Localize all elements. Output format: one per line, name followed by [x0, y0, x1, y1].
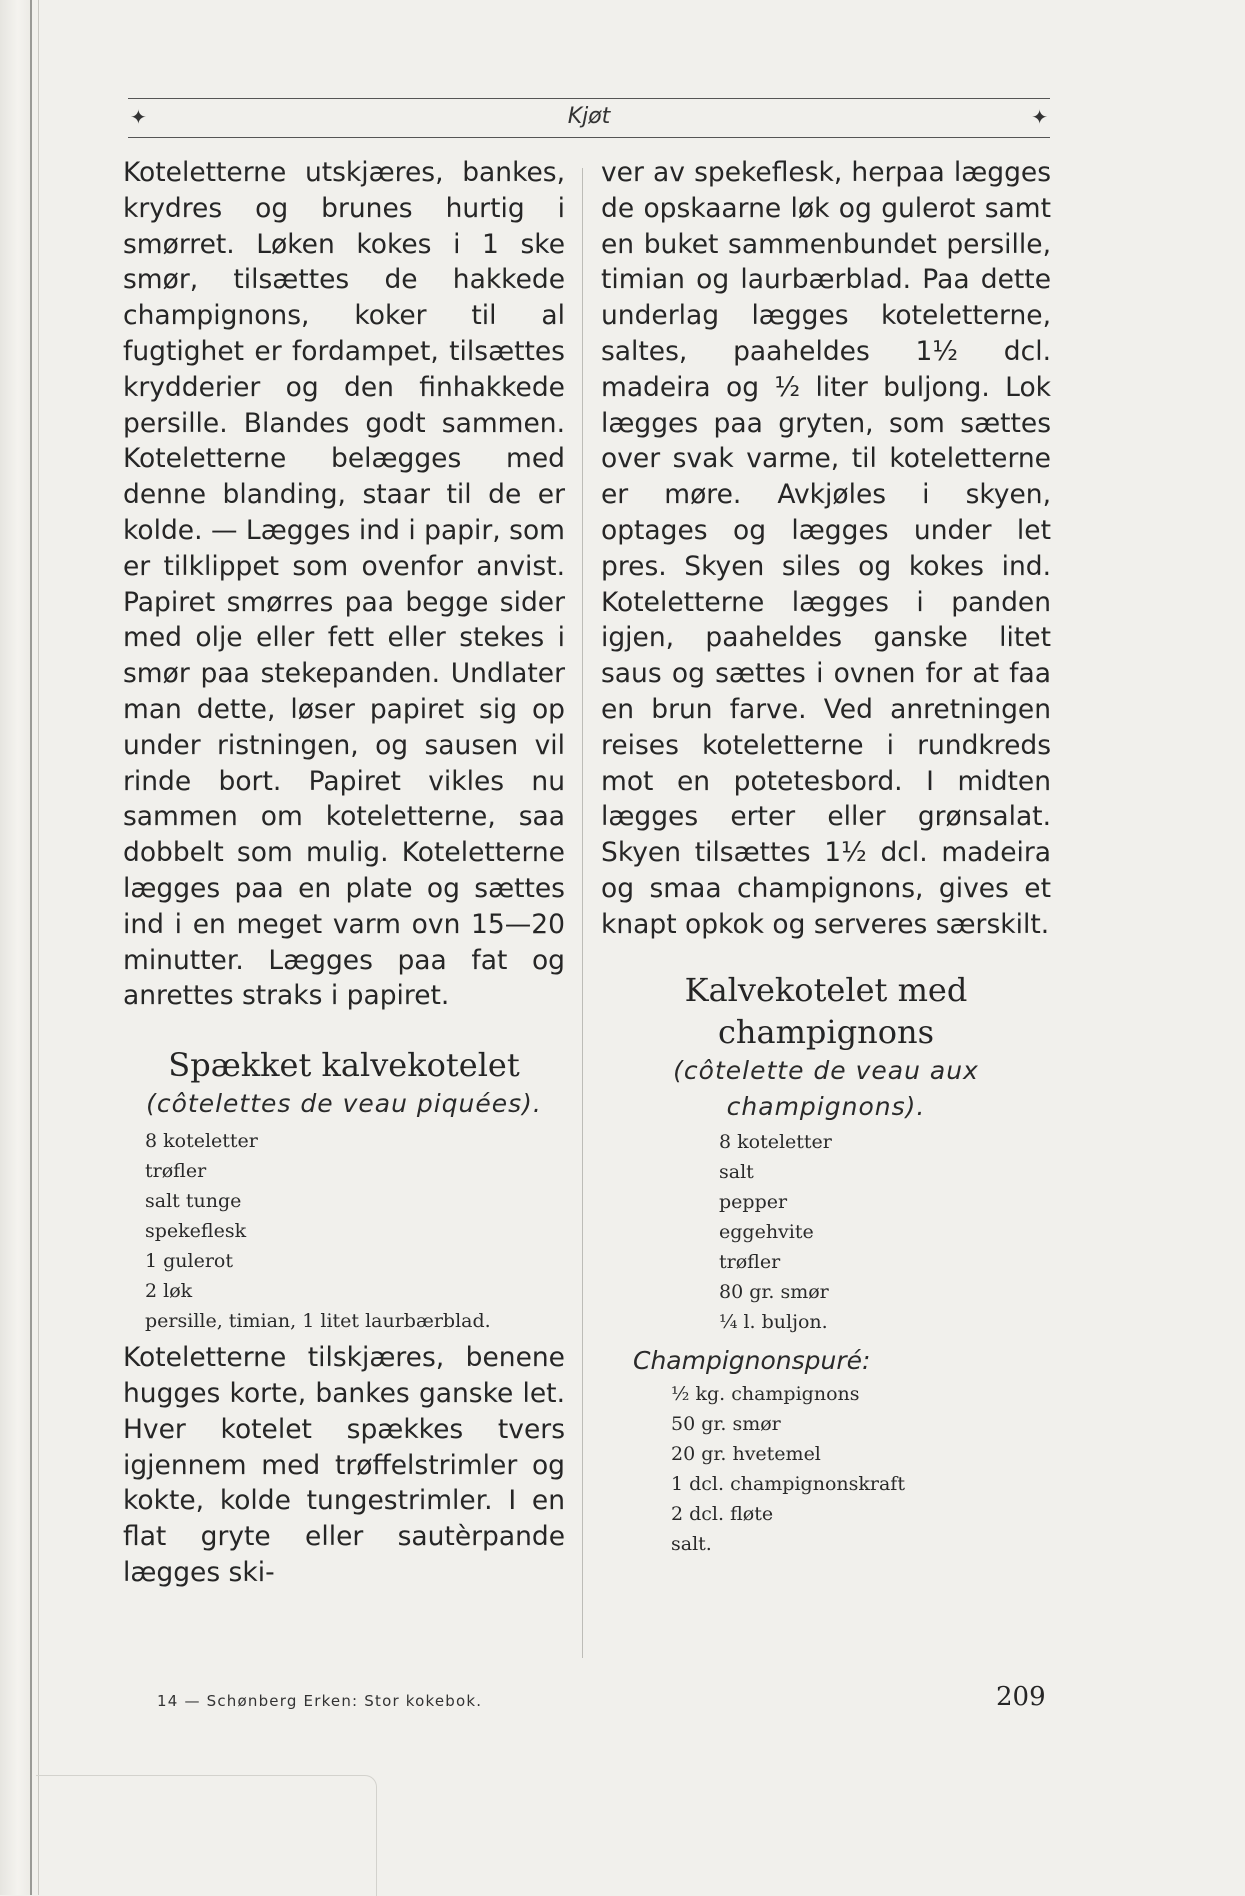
left-column	[123, 155, 565, 1591]
ingredient-item: 1 dcl. champignonskraft	[671, 1472, 905, 1495]
column-divider	[582, 168, 583, 1658]
gutter-line	[38, 0, 39, 1895]
ingredient-list-champignons	[719, 1127, 1051, 1337]
ornament-left-icon: ✦	[130, 105, 147, 129]
footer-signature: 14 — Schønberg Erken: Stor kokebok.	[157, 1692, 483, 1710]
ingredient-item: trøfler	[145, 1160, 207, 1183]
ingredient-item: pepper	[719, 1190, 788, 1213]
book-binding	[0, 0, 32, 1895]
continued-paragraph: ver av spekeflesk, herpaa lægges de opskaarne løk og gulerot samt en buket sammenbundet persille, timian og laurbærblad. Paa dette underlag lægges koteletterne, saltes, paaheldes 1½ dcl. madeira og ½ liter buljong. Lok lægges paa gryten, som sættes over svak varme, til koteletterne er møre. Avkjøles i skyen, optages og lægges under let pres. Skyen siles og kokes ind. Koteletterne lægges i panden igjen, paaheldes ganske litet saus og sættes i ovnen for at faa en brun farve. Ved anretningen reises koteletterne i rundkreds mot en potetesbord. I midten lægges erter eller grønsalat. Skyen tilsættes 1½ dcl. madeira og smaa champignons, gives et knapt opkok og serveres særskilt.	[601, 157, 1051, 940]
ingredient-item: 80 gr. smør	[719, 1280, 829, 1303]
recipe-title-spaekket: Spækket kalvekotelet	[168, 1046, 520, 1085]
ingredient-item: ½ kg. champignons	[671, 1382, 860, 1405]
ingredient-item: 50 gr. smør	[671, 1412, 781, 1435]
ingredient-item: 8 koteletter	[145, 1130, 258, 1153]
ingredient-list-spaekket	[145, 1126, 565, 1336]
ingredient-item: 20 gr. hvetemel	[671, 1442, 821, 1465]
running-header	[128, 98, 1050, 138]
ingredient-item: salt	[719, 1160, 754, 1183]
ingredient-item: spekeflesk	[145, 1220, 247, 1243]
ingredient-item: 8 koteletter	[719, 1130, 832, 1153]
intro-paragraph: Koteletterne utskjæres, bankes, krydres og brunes hurtig i smørret. Løken kokes i 1 ske smør, tilsættes de hakkede champignons, koker til al fugtighet er fordampet, tilsættes krydderier og den finhakkede persille. Blandes godt sammen. Koteletterne belægges med denne blanding, staar til de er kolde. — Lægges ind i papir, som er tilklippet som ovenfor anvist. Papiret smørres paa begge sider med olje eller fett eller stekes i smør paa stekepanden. Undlater man dette, løser papiret sig op under ristningen, og sausen vil rinde bort. Papiret vikles nu sammen om koteletterne, saa dobbelt som mulig. Koteletterne lægges paa en plate og sættes ind i en meget varm ovn 15—20 minutter. Lægges paa fat og anrettes straks i papiret.	[123, 157, 565, 1012]
page-edge-mark	[36, 1775, 377, 1896]
ingredient-item: persille, timian, 1 litet laurbærblad.	[145, 1310, 491, 1333]
ingredient-item: salt tunge	[145, 1190, 242, 1213]
puree-heading: Champignonspuré:	[633, 1345, 871, 1375]
ingredient-item: 2 dcl. fløte	[671, 1502, 774, 1525]
page-number: 209	[996, 1682, 1046, 1712]
ingredient-item: 2 løk	[145, 1280, 193, 1303]
ingredient-item: salt.	[671, 1532, 712, 1555]
ingredient-item: 1 gulerot	[145, 1250, 234, 1273]
recipe-subtitle-spaekket: (côtelettes de veau piquées).	[146, 1089, 542, 1119]
right-column	[601, 155, 1051, 1559]
ornament-right-icon: ✦	[1031, 105, 1048, 129]
running-header-title: Kjøt	[567, 104, 611, 129]
ingredient-item: eggehvite	[719, 1220, 814, 1243]
ingredient-item: trøfler	[719, 1250, 781, 1273]
ingredient-list-puree	[671, 1379, 1051, 1559]
method-paragraph: Koteletterne tilskjæres, benene hugges korte, bankes ganske let. Hver kotelet spækkes tvers igjennem med trøffelstrimler og kokte, kolde tungestrimler. I en flat gryte eller sautèrpande lægges ski-	[123, 1342, 565, 1588]
recipe-title-champignons: Kalvekotelet med champignons	[684, 970, 968, 1051]
ingredient-item: ¼ l. buljon.	[719, 1310, 828, 1333]
recipe-subtitle-champignons: (côtelette de veau aux champignons).	[673, 1055, 979, 1121]
